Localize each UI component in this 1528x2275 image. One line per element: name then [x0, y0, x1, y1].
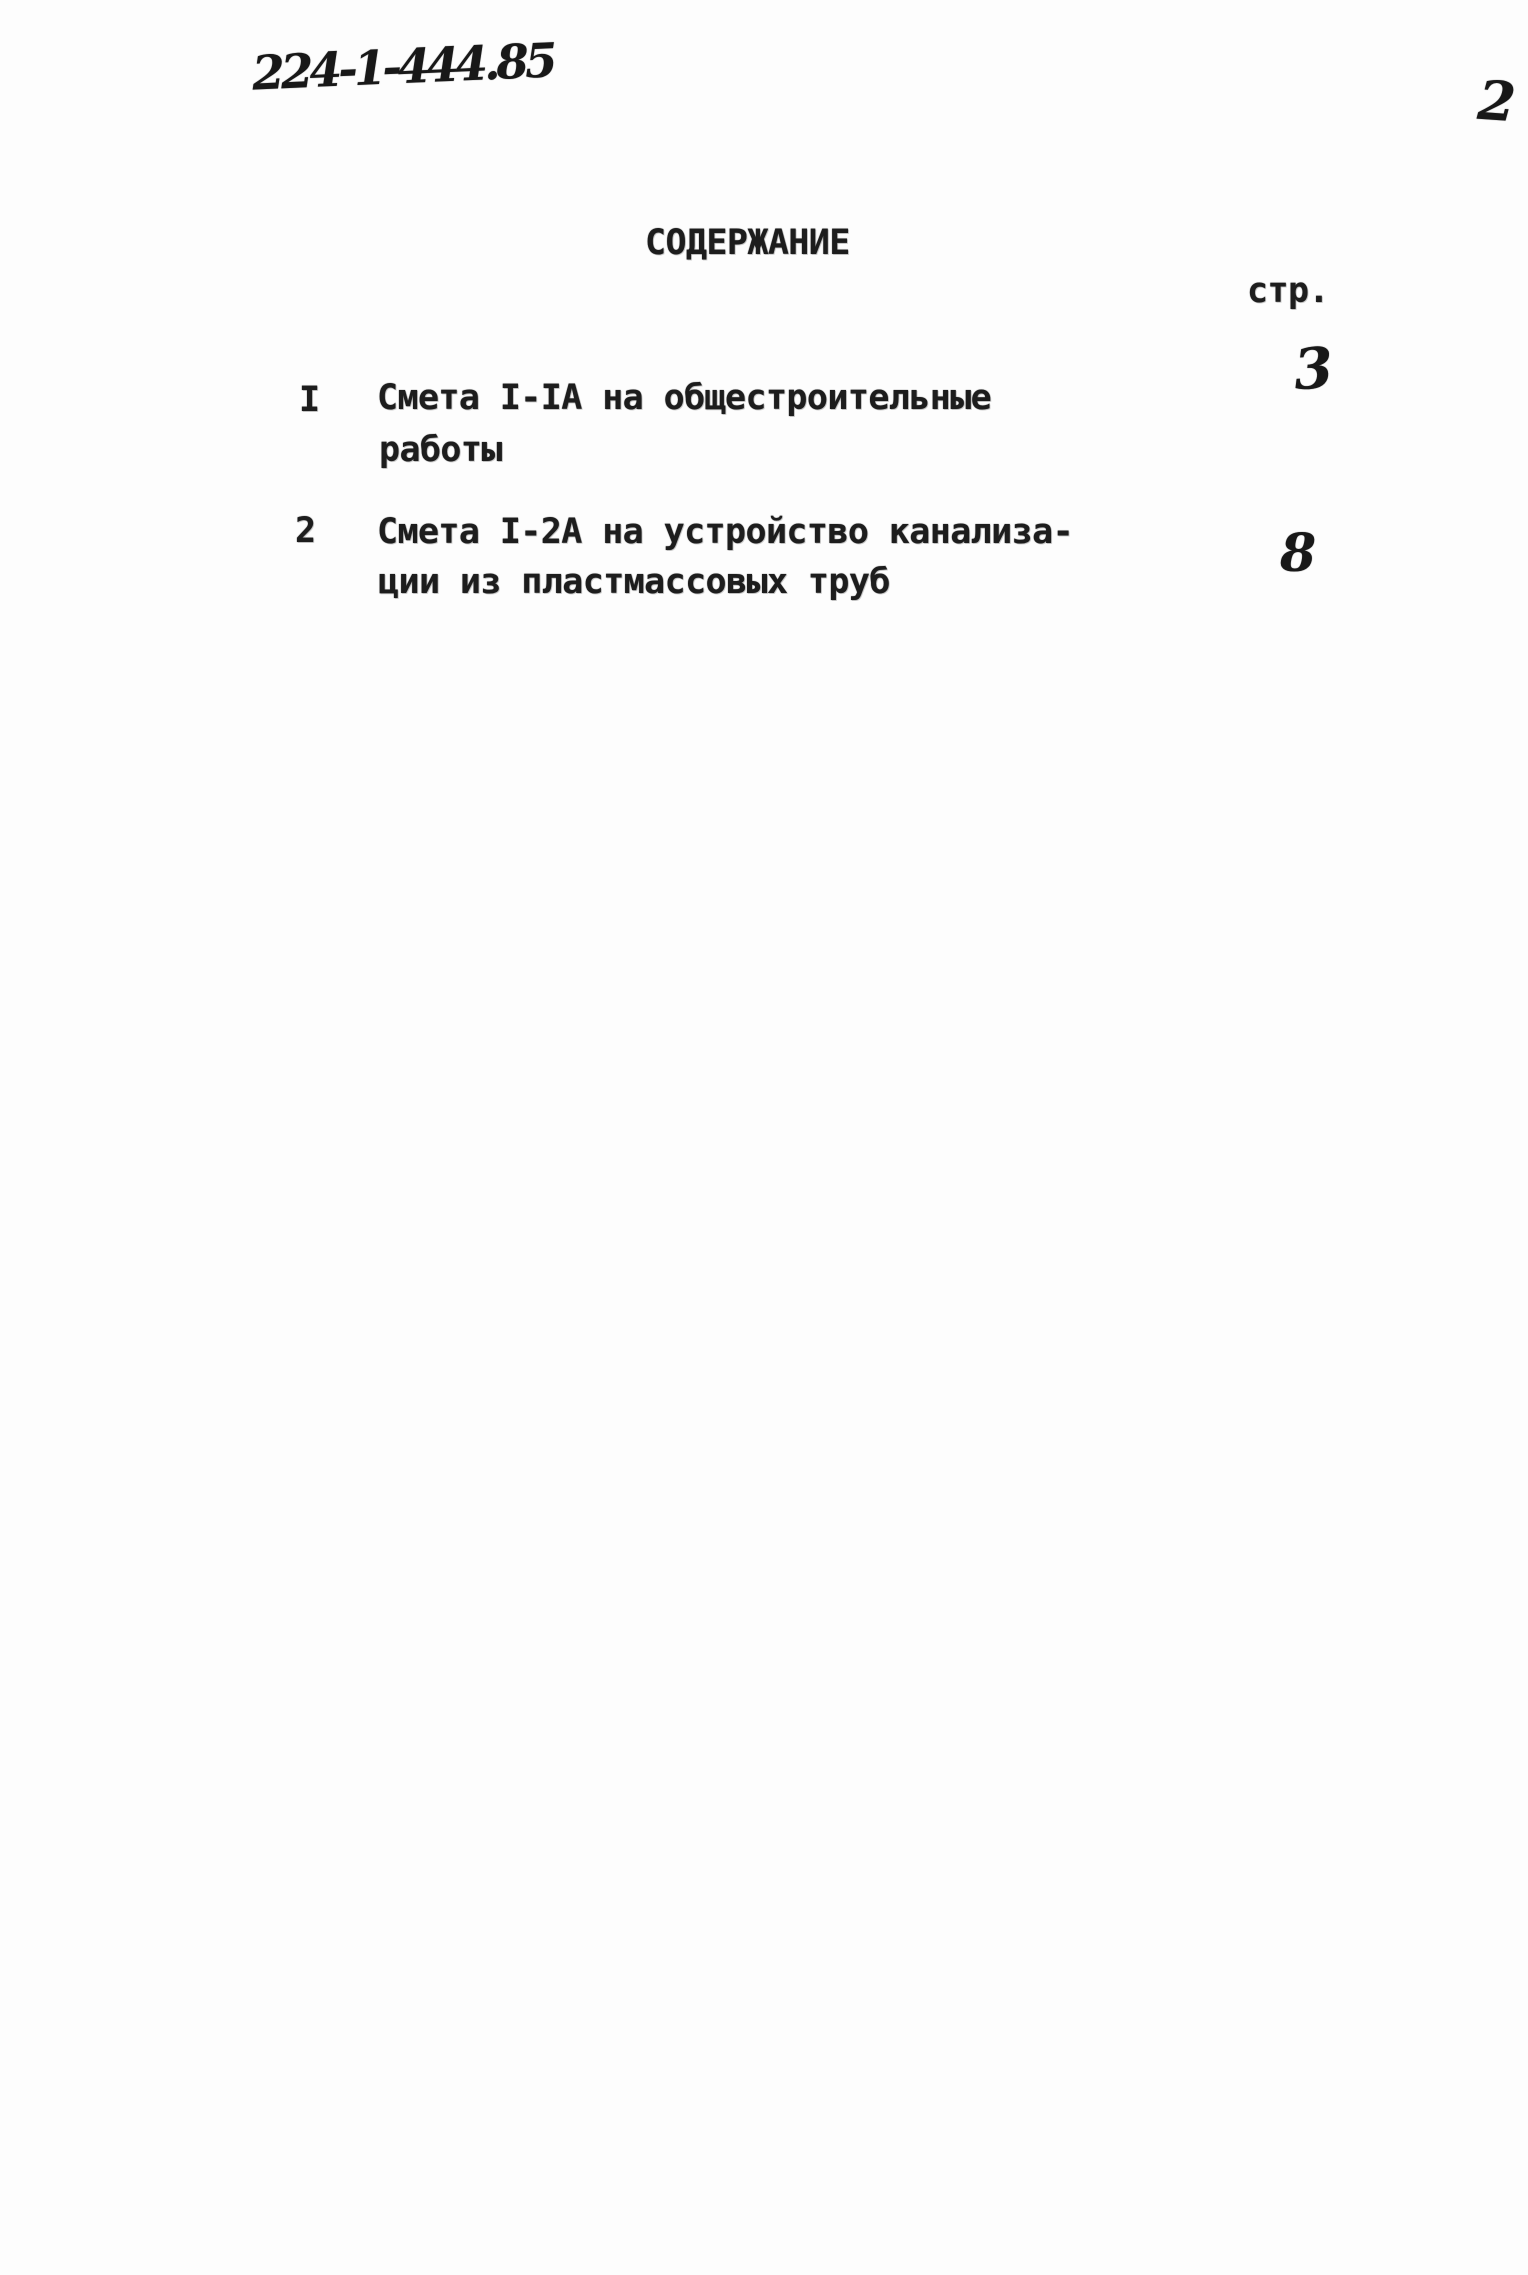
toc-entry-2-page-number: 8 — [1280, 523, 1317, 584]
page-column-label: стр. — [1247, 271, 1329, 311]
toc-entry-1-text-line2: работы — [379, 430, 502, 470]
toc-entry-2-text-line1: Смета I-2А на устройство канализа- — [377, 512, 1074, 552]
page-number: 2 — [1475, 67, 1518, 135]
toc-entry-1-number: I — [299, 380, 320, 420]
toc-entry-2-number: 2 — [295, 511, 316, 551]
toc-entry-1-page-number: 3 — [1291, 334, 1336, 404]
doc-code: 224-1-444.85 — [250, 33, 555, 102]
toc-title: СОДЕРЖАНИЕ — [645, 223, 850, 263]
toc-entry-2-text-line2: ции из пластмассовых труб — [378, 562, 890, 602]
toc-entry-1-text-line1: Смета I-IА на общестроительные — [377, 378, 992, 418]
